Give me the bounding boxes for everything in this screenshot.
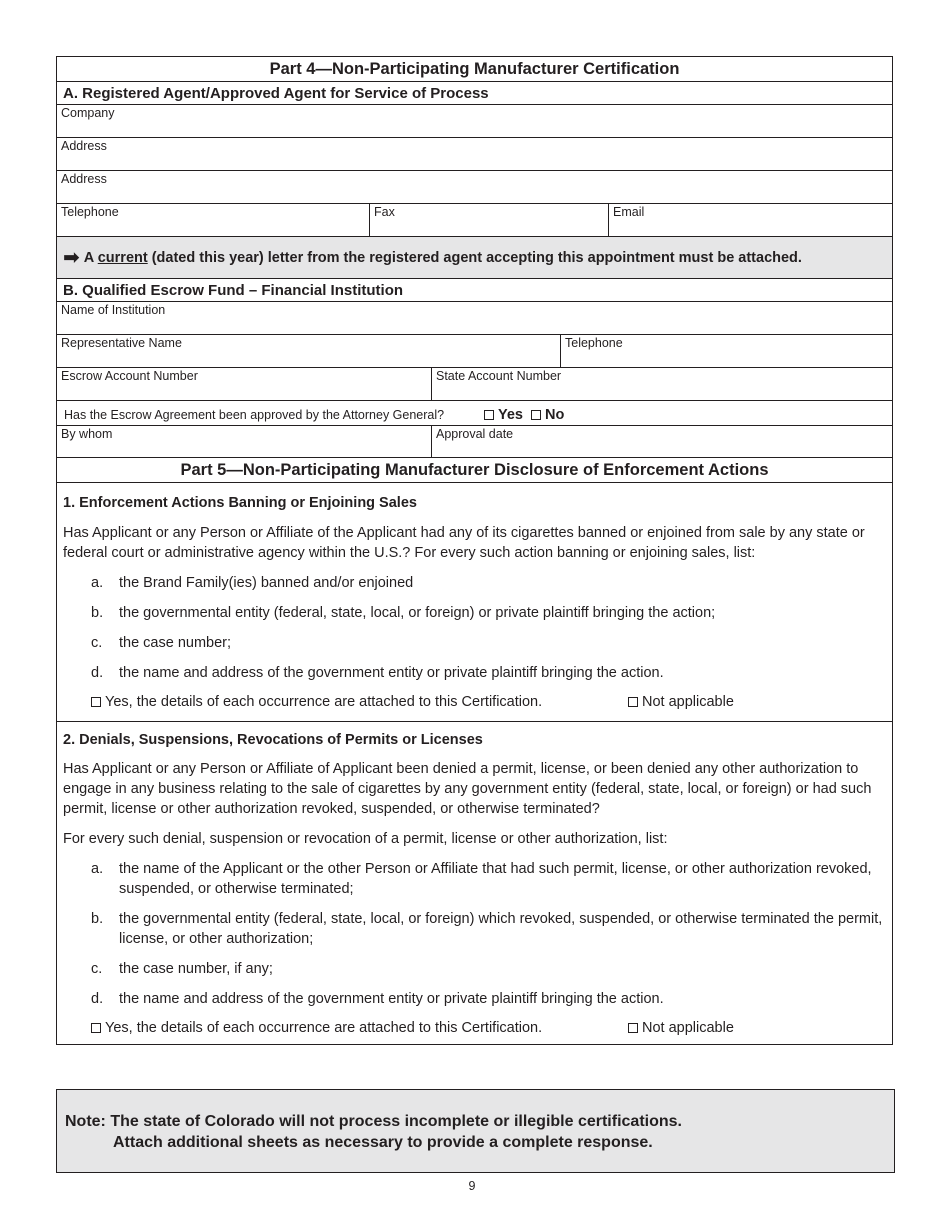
address-field-1[interactable]: Address xyxy=(61,139,107,153)
contact-row xyxy=(57,204,892,237)
section-b-heading: B. Qualified Escrow Fund – Financial Institution xyxy=(57,279,892,302)
list-text: the governmental entity (federal, state, local, or foreign) which revoked, suspended, or otherwise terminated the permit, license, or other authorization; xyxy=(119,911,883,947)
company-field[interactable]: Company xyxy=(61,106,115,120)
note-line-1: Note: The state of Colorado will not process incomplete or illegible certifications. xyxy=(65,1113,682,1130)
not-applicable-label: Not applicable xyxy=(642,694,734,710)
list-letter: c. xyxy=(91,635,103,651)
yes-checkbox[interactable] xyxy=(484,410,494,420)
yes-details-label: Yes, the details of each occurrence are attached to this Certification. xyxy=(105,1020,543,1036)
state-account-field[interactable]: State Account Number xyxy=(431,368,892,400)
list-text: the case number, if any; xyxy=(119,961,273,977)
address-field-2[interactable]: Address xyxy=(61,172,107,186)
list-text: the case number; xyxy=(119,635,232,651)
telephone-field[interactable]: Telephone xyxy=(61,205,119,219)
certification-form xyxy=(56,56,893,1045)
permits-heading: 2. Denials, Suspensions, Revocations of Permits or Licenses xyxy=(63,732,483,748)
yes-details-label: Yes, the details of each occurrence are attached to this Certification. xyxy=(105,694,543,710)
list-letter: d. xyxy=(91,991,104,1007)
list-letter: b. xyxy=(91,605,104,621)
list-item xyxy=(91,663,886,683)
list-item xyxy=(91,603,886,623)
list-item xyxy=(91,573,886,593)
permits-intro: Has Applicant or any Person or Affiliate of Applicant been denied a permit, license, or been denied any other authorization to engage in any business relating to the sale of cigarettes by any government entity (federal, state, local, or foreign) or had such permit, license or other authorization revoked, suspended, or otherwise terminated? xyxy=(63,761,872,817)
notice-underlined: current xyxy=(97,249,148,266)
representative-row xyxy=(57,335,892,368)
checkbox[interactable] xyxy=(628,1023,638,1033)
enforcement-na-option[interactable] xyxy=(628,692,734,712)
account-row xyxy=(57,368,892,401)
list-letter: a. xyxy=(91,861,104,877)
completion-note xyxy=(56,1089,895,1173)
yes-label: Yes xyxy=(498,407,523,423)
approval-row xyxy=(57,425,892,458)
address-row-2 xyxy=(57,171,892,204)
arrow-right-icon: ➡ xyxy=(63,246,80,269)
escrow-no-option[interactable] xyxy=(531,407,564,425)
escrow-question-text: Has the Escrow Agreement been approved by the Attorney General? xyxy=(64,408,445,422)
email-field[interactable]: Email xyxy=(608,204,892,236)
representative-name-field[interactable]: Representative Name xyxy=(61,336,182,350)
notice-before: A xyxy=(83,249,98,266)
enforcement-yes-option[interactable] xyxy=(91,692,628,712)
list-letter: c. xyxy=(91,961,103,977)
list-letter: d. xyxy=(91,665,104,681)
permits-na-option[interactable] xyxy=(628,1018,734,1038)
list-text: the name of the Applicant or the other Person or Affiliate that had such permit, license, or other authorization revoked, suspended, or otherwise terminated; xyxy=(119,861,872,897)
permits-intro-2: For every such denial, suspension or revocation of a permit, license or other authorization, list: xyxy=(63,831,668,847)
list-item xyxy=(91,633,886,653)
fax-field[interactable]: Fax xyxy=(369,204,608,236)
approval-date-field[interactable]: Approval date xyxy=(431,426,892,457)
list-item xyxy=(91,989,886,1009)
escrow-approval-question xyxy=(57,401,892,425)
permits-checkboxes xyxy=(91,1018,886,1038)
enforcement-heading: 1. Enforcement Actions Banning or Enjoining Sales xyxy=(63,495,417,511)
checkbox[interactable] xyxy=(628,697,638,707)
institution-row xyxy=(57,302,892,335)
notice-after: (dated this year) letter from the registered agent accepting this appointment must be attached. xyxy=(147,249,802,266)
page-number: 9 xyxy=(468,1179,476,1193)
note-line-2: Attach additional sheets as necessary to provide a complete response. xyxy=(113,1134,653,1151)
escrow-yes-option[interactable] xyxy=(484,407,523,425)
agent-letter-notice xyxy=(57,237,892,279)
permit-denials-section xyxy=(57,722,892,1044)
list-item xyxy=(91,859,886,899)
company-row xyxy=(57,105,892,138)
part4-title: Part 4—Non-Participating Manufacturer Certification xyxy=(57,57,892,82)
list-letter: a. xyxy=(91,575,104,591)
list-item xyxy=(91,959,886,979)
enforcement-intro: Has Applicant or any Person or Affiliate of the Applicant had any of its cigarettes banned or enjoined from sale by any state or federal court or administrative agency within the U.S.? For every such action banning or enjoining sales, list: xyxy=(63,525,865,561)
enforcement-checkboxes xyxy=(91,692,886,712)
by-whom-field[interactable]: By whom xyxy=(61,427,113,441)
list-text: the name and address of the government entity or private plaintiff bringing the action. xyxy=(119,665,664,681)
no-checkbox[interactable] xyxy=(531,410,541,420)
institution-telephone-field[interactable]: Telephone xyxy=(560,335,892,367)
list-text: the name and address of the government entity or private plaintiff bringing the action. xyxy=(119,991,664,1007)
list-text: the Brand Family(ies) banned and/or enjoined xyxy=(119,575,414,591)
enforcement-actions-section xyxy=(57,483,892,722)
list-item xyxy=(91,909,886,949)
list-text: the governmental entity (federal, state, local, or foreign) or private plaintiff bringing the action; xyxy=(119,605,716,621)
not-applicable-label: Not applicable xyxy=(642,1020,734,1036)
list-letter: b. xyxy=(91,911,104,927)
notice-text xyxy=(84,250,802,266)
checkbox[interactable] xyxy=(91,697,101,707)
escrow-account-field[interactable]: Escrow Account Number xyxy=(61,369,198,383)
no-label: No xyxy=(545,407,565,423)
institution-field[interactable]: Name of Institution xyxy=(61,303,166,317)
part5-title: Part 5—Non-Participating Manufacturer Disclosure of Enforcement Actions xyxy=(57,458,892,483)
section-a-heading: A. Registered Agent/Approved Agent for Service of Process xyxy=(57,82,892,105)
permits-yes-option[interactable] xyxy=(91,1018,628,1038)
checkbox[interactable] xyxy=(91,1023,101,1033)
address-row-1 xyxy=(57,138,892,171)
